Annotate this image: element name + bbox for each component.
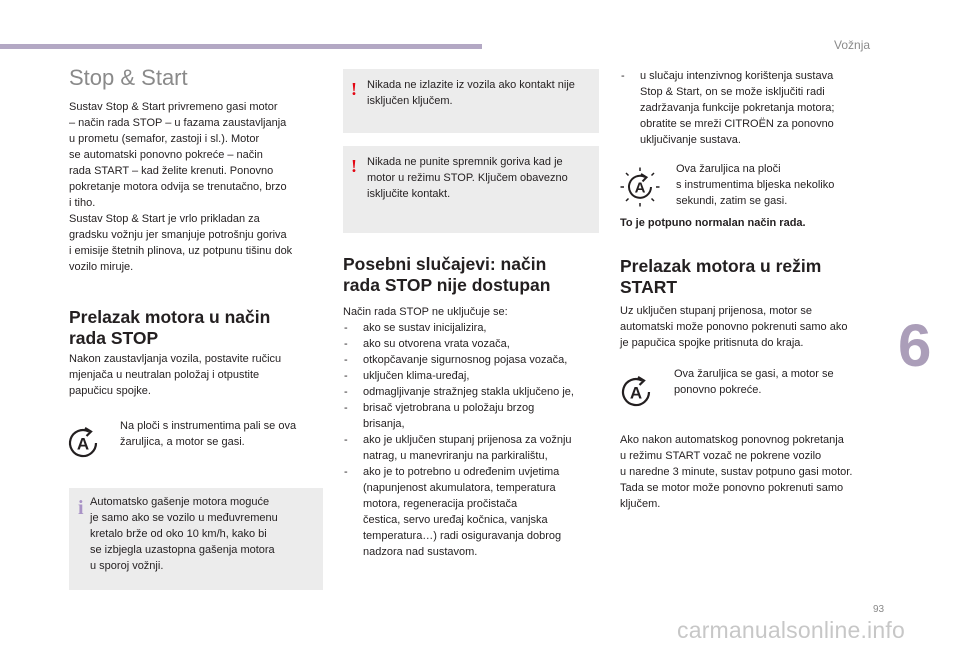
start-icon-description bbox=[674, 366, 882, 398]
heading-stop-mode bbox=[69, 307, 270, 349]
text-line: se automatski ponovno pokreće – način bbox=[69, 149, 263, 161]
special-cases-list bbox=[343, 320, 601, 560]
warning-box-1 bbox=[343, 69, 599, 133]
text-line: Tada se motor može ponovno pokrenuti samo bbox=[620, 482, 844, 494]
text-line: u prometu (semafor, zastoji i sl.). Motor bbox=[69, 133, 260, 145]
text-line: Ova žaruljica se gasi, a motor se bbox=[674, 368, 834, 380]
text-line: je samo ako se vozilo u međuvremenu bbox=[90, 512, 278, 524]
list-item: - otkopčavanje sigurnosnog pojasa vozača, bbox=[343, 352, 601, 368]
list-item: - ako je uključen stupanj prijenosa za vožnju natrag, u manevriranju na parkiralištu, bbox=[343, 432, 601, 464]
list-item: - ako je to potrebno u određenim uvjetima (napunjenost akumulatora, temperatura motora, regeneracija pročistača čestica, servo uređaj kočnica, vanjska temperatura…) radi osiguravanja dobrog nadzora nad sustavom. bbox=[343, 464, 601, 560]
heading-start-mode bbox=[620, 256, 821, 298]
normal-operation-note: To je potpuno normalan način rada. bbox=[620, 217, 806, 229]
info-box bbox=[69, 488, 323, 590]
text-line: u režimu START vozač ne pokrene vozilo bbox=[620, 450, 822, 462]
intro-paragraph bbox=[69, 99, 325, 275]
text-line: Uz uključen stupanj prijenosa, motor se bbox=[620, 305, 812, 317]
info-icon: i bbox=[78, 497, 84, 519]
text-line: i emisije štetnih plinova, uz potpunu tišinu dok bbox=[69, 245, 293, 257]
icon-description bbox=[120, 418, 325, 450]
text-line: Sustav Stop & Start privremeno gasi motor bbox=[69, 101, 278, 113]
text-line: Automatsko gašenje motora moguće bbox=[90, 496, 270, 508]
icon-letter: A bbox=[634, 179, 646, 197]
stop-mode-paragraph bbox=[69, 351, 325, 399]
text-line: Na ploči s instrumentima pali se ova bbox=[120, 420, 297, 432]
list-item: - brisač vjetrobrana u položaju brzog brisanja, bbox=[343, 400, 601, 432]
heading-special-cases bbox=[343, 254, 550, 296]
warning-text-2 bbox=[367, 154, 591, 202]
text-line: Posebni slučajevi: način bbox=[343, 254, 547, 274]
text-line: rada START – kad želite krenuti. Ponovno bbox=[69, 165, 274, 177]
text-line: vozilo miruje. bbox=[69, 261, 134, 273]
warning-icon: ! bbox=[351, 79, 357, 99]
text-line: u naredne 3 minute, sustav potpuno gasi motor. bbox=[620, 466, 853, 478]
text-line: – način rada STOP – u fazama zaustavljanja bbox=[69, 117, 287, 129]
icon-letter: A bbox=[629, 383, 643, 403]
text-line: ključem. bbox=[620, 498, 661, 510]
auto-start-stop-off-icon bbox=[616, 372, 656, 412]
text-line: Nakon zaustavljanja vozila, postavite ručicu bbox=[69, 353, 282, 365]
list-item: - odmagljivanje stražnjeg stakla uključeno je, bbox=[343, 384, 601, 400]
intensive-use-list bbox=[620, 68, 882, 148]
text-line: kretalo brže od oko 10 km/h, kako bi bbox=[90, 528, 267, 540]
list-item: - u slučaju intenzivnog korištenja sustava Stop & Start, on se može isključiti radi zadržavanja funkcije pokretanja motora; obratite se mreži CITROËN za ponovno uključivanje sustava. bbox=[620, 68, 882, 148]
auto-shutdown-paragraph bbox=[620, 432, 882, 512]
special-cases-lead: Način rada STOP ne uključuje se: bbox=[343, 306, 508, 318]
header-bar bbox=[0, 44, 482, 49]
text-line: Nikada ne izlazite iz vozila ako kontakt nije bbox=[367, 79, 575, 91]
text-line: automatski može ponovno pokrenuti samo ako bbox=[620, 321, 848, 333]
chapter-number: 6 bbox=[898, 312, 932, 379]
section-name: Vožnja bbox=[834, 38, 871, 52]
text-line: žaruljica, a motor se gasi. bbox=[120, 436, 245, 448]
text-line: gradsku vožnju jer smanjuje potrošnju goriva bbox=[69, 229, 287, 241]
text-line: Nikada ne punite spremnik goriva kad je bbox=[367, 156, 563, 168]
text-line: motor u režimu STOP. Ključem obavezno bbox=[367, 172, 568, 184]
text-line: ponovno pokreće. bbox=[674, 384, 762, 396]
list-item: - ako su otvorena vrata vozača, bbox=[343, 336, 601, 352]
text-line: s instrumentima bljeska nekoliko bbox=[676, 179, 835, 191]
text-line: rada STOP nije dostupan bbox=[343, 275, 551, 295]
watermark: carmanualsonline.info bbox=[677, 617, 905, 643]
auto-start-stop-blinking-icon bbox=[620, 167, 660, 207]
warning-icon: ! bbox=[351, 156, 357, 176]
page-number: 93 bbox=[873, 604, 885, 615]
auto-start-stop-a-icon bbox=[63, 423, 103, 463]
text-line: je papučica spojke pritisnuta do kraja. bbox=[620, 337, 804, 349]
list-item: - uključen klima-uređaj, bbox=[343, 368, 601, 384]
text-line: mjenjača u neutralan položaj i otpustite bbox=[69, 369, 260, 381]
start-mode-paragraph bbox=[620, 303, 882, 351]
text-line: sekundi, zatim se gasi. bbox=[676, 195, 788, 207]
warning-text-1 bbox=[367, 77, 591, 109]
text-line: papučicu spojke. bbox=[69, 385, 151, 397]
text-line: isključen ključem. bbox=[367, 95, 453, 107]
text-line: Ako nakon automatskog ponovnog pokretanja bbox=[620, 434, 844, 446]
icon-letter: A bbox=[76, 434, 90, 454]
blinking-description bbox=[676, 161, 882, 209]
text-line: Prelazak motora u način bbox=[69, 307, 271, 327]
text-line: se izbjegla uzastopna gašenja motora bbox=[90, 544, 275, 556]
info-text bbox=[90, 494, 315, 574]
text-line: Sustav Stop & Start je vrlo prikladan za bbox=[69, 213, 260, 225]
text-line: START bbox=[620, 277, 678, 297]
page-title: Stop & Start bbox=[69, 65, 188, 90]
text-line: Prelazak motora u režim bbox=[620, 256, 822, 276]
text-line: isključite kontakt. bbox=[367, 188, 451, 200]
text-line: Ova žaruljica na ploči bbox=[676, 163, 781, 175]
text-line: rada STOP bbox=[69, 328, 159, 348]
text-line: i tiho. bbox=[69, 197, 96, 209]
text-line: pokretanje motora odvija se trenutačno, brzo bbox=[69, 181, 287, 193]
text-line: u sporoj vožnji. bbox=[90, 560, 164, 572]
warning-box-2 bbox=[343, 146, 599, 233]
list-item: - ako se sustav inicijalizira, bbox=[343, 320, 601, 336]
